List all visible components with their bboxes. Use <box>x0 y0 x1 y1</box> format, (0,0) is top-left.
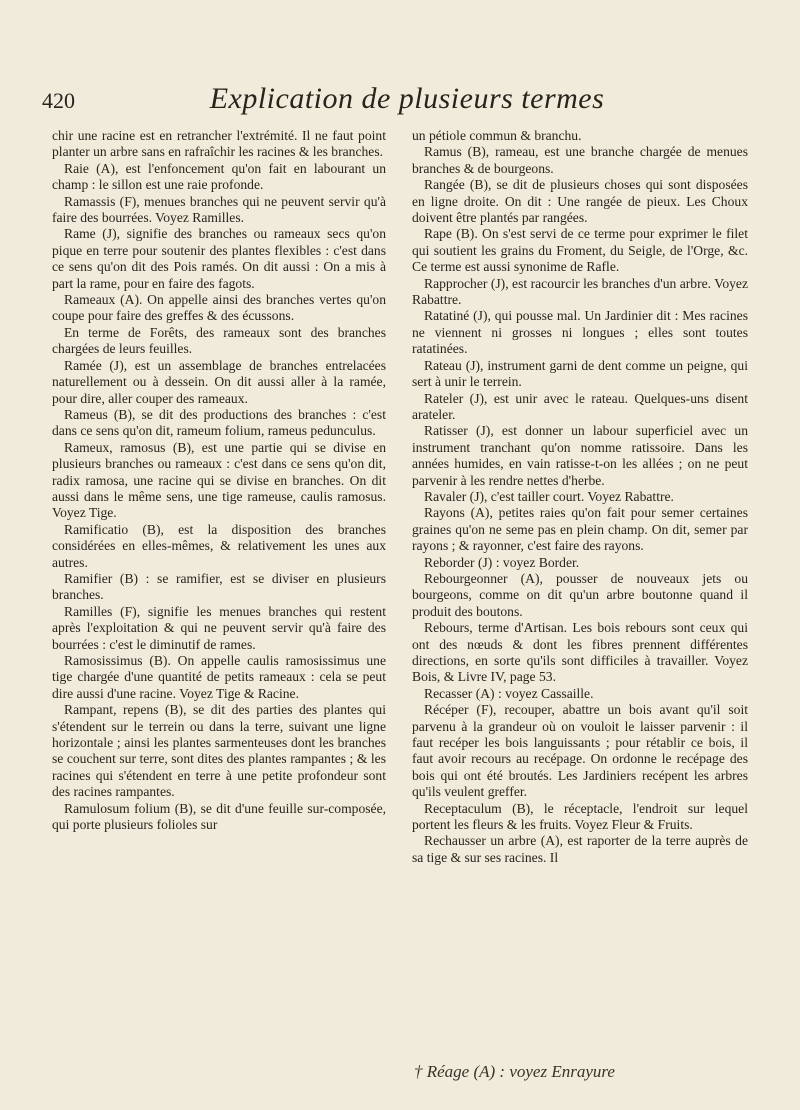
entry-paragraph: Ratatiné (J), qui pousse mal. Un Jardinier dit : Mes racines ne viennent ni grosses ni longues ; elles sont toutes ratatinées. <box>412 308 748 357</box>
entry-paragraph: chir une racine est en retrancher l'extrémité. Il ne faut point planter un arbre sans en rafraîchir les racines & les branches. <box>52 128 386 160</box>
entry-paragraph: Ratisser (J), est donner un labour superficiel avec un instrument tranchant qu'on nomme ratissoire. Dans les années humides, en vain ratisse-t-on les allées ; on ne peut parvenir à les rendre nettes d'herbe. <box>412 423 748 488</box>
entry-paragraph: Rateler (J), est unir avec le rateau. Quelques-uns disent arateler. <box>412 390 748 422</box>
page-header <box>42 82 742 122</box>
entry-paragraph: Rebours, terme d'Artisan. Les bois rebours sont ceux qui ont des nœuds & dont les fibres prennent différentes directions, en sorte qu'ils sont difficiles à travailler. Voyez Bois, & Livre IV, page 53. <box>412 620 748 685</box>
entry-paragraph: Receptaculum (B), le réceptacle, l'endroit sur lequel portent les fleurs & les fruits. Voyez Fleur & Fruits. <box>412 800 748 833</box>
entry-paragraph: Ramus (B), rameau, est une branche chargée de menues branches & de bourgeons. <box>412 144 748 176</box>
left-column <box>52 128 386 978</box>
entry-paragraph: Recasser (A) : voyez Cassaille. <box>424 685 594 701</box>
entry-paragraph: Ramée (J), est un assemblage de branches entrelacées naturellement ou à dessein. On dit aussi aller à la ramée, pour dire, aller couper des rameaux. <box>52 357 386 406</box>
entry-paragraph: Ramassis (F), menues branches qui ne peuvent servir qu'à faire des bourrées. Voyez Ramilles. <box>52 193 386 226</box>
entry-paragraph: Rameaux (A). On appelle ainsi des branches vertes qu'on coupe pour faire des greffes & des écussons. <box>52 292 386 324</box>
entry-paragraph: Ravaler (J), c'est tailler court. Voyez Rabattre. <box>424 488 674 504</box>
entry-paragraph: Rame (J), signifie des branches ou rameaux secs qu'on pique en terre pour soutenir des plantes flexibles : c'est dans ce sens qu'on dit des Pois ramés. On dit aussi : On a mis à part la rame, pour en faire des fagots. <box>52 226 386 291</box>
entry-paragraph: Récéper (F), recouper, abattre un bois avant qu'il soit parvenu à la grandeur où on vouloit le laisser parvenir : il faut recéper les bois languissants ; pour rétablir ce bois, il faut avoir recours au recépage. On ordonne le recépage des bois qui ont été broutés. Les Jardiniers recépent les arbres qu'ils veulent greffer. <box>412 702 748 800</box>
entry-paragraph: Reborder (J) : voyez Border. <box>424 554 580 570</box>
entry-paragraph: un pétiole commun & branchu. <box>412 128 582 143</box>
entry-paragraph: Rampant, repens (B), se dit des parties des plantes qui s'étendent sur le terrein ou dans la terre, suivant une ligne horizontale ; ainsi les plantes sarmenteuses dont les branches se couchent sur terre, sont dites des plantes rampantes ; & les racines qui s'étendent en terre à une petite profondeur sont des racines rampantes. <box>52 702 386 800</box>
entry-paragraph: Rape (B). On s'est servi de ce terme pour exprimer le filet qui soutient les grains du Froment, du Seigle, de l'Orge, &c. Ce terme est aussi synonime de Rafle. <box>412 226 748 275</box>
entry-paragraph: Rechausser un arbre (A), est raporter de la terre auprès de sa tige & sur ses racines. Il <box>412 833 748 865</box>
entry-paragraph: Rebourgeonner (A), pousser de nouveaux jets ou bourgeons, comme on dit qu'un arbre boutonne quand il produit des boutons. <box>412 570 748 619</box>
entry-paragraph: Rangée (B), se dit de plusieurs choses qui sont disposées en ligne droite. On dit : Une rangée de pieux. Les Choux doivent être plantés par rangées. <box>412 177 748 226</box>
entry-paragraph: En terme de Forêts, des rameaux sont des branches chargées de leurs feuilles. <box>52 324 386 357</box>
running-title: Explication de plusieurs termes <box>209 82 605 115</box>
entry-paragraph: Rapprocher (J), est racourcir les branches d'un arbre. Voyez Rabattre. <box>412 275 748 308</box>
entry-paragraph: Rameus (B), se dit des productions des branches : c'est dans ce sens qu'on dit, rameum folium, rameus pedunculus. <box>52 406 386 439</box>
entry-paragraph: Ramosissimus (B). On appelle caulis ramosissimus une tige chargée d'une quantité de petits rameaux : cela se peut dire aussi d'une racine. Voyez Tige & Racine. <box>52 653 386 701</box>
entry-paragraph: Ramilles (F), signifie les menues branches qui restent après l'exploitation & qui ne peuvent servir qu'à faire des bourrées : c'est le diminutif de rames. <box>52 603 386 652</box>
entry-paragraph: Rayons (A), petites raies qu'on fait pour semer certaines graines qu'on ne seme pas en plein champ. On dit, semer par rayons ; & rayonner, c'est faire des rayons. <box>412 505 748 554</box>
handwritten-note: † Réage (A) : voyez Enrayure <box>414 1062 615 1081</box>
right-column <box>412 128 748 978</box>
entry-paragraph: Raie (A), est l'enfoncement qu'on fait en labourant un champ : le sillon est une raie profonde. <box>52 160 386 193</box>
entry-paragraph: Ramulosum folium (B), se dit d'une feuille sur-composée, qui porte plusieurs folioles sur <box>52 800 386 833</box>
entry-paragraph: Rameux, ramosus (B), est une partie qui se divise en plusieurs branches ou rameaux : c'est dans ce sens qu'on dit, radix ramosa, une racine qui se divise en branches. On dit aussi dans le même sens, une tige rameuse, caulis ramosus. Voyez Tige. <box>52 439 386 521</box>
entry-paragraph: Ramificatio (B), est la disposition des branches considérées en elles-mêmes, & relativement les unes aux autres. <box>52 521 386 570</box>
page-number: 420 <box>42 88 75 113</box>
entry-paragraph: Rateau (J), instrument garni de dent comme un peigne, qui sert à unir le terrein. <box>412 357 748 390</box>
entry-paragraph: Ramifier (B) : se ramifier, est se diviser en plusieurs branches. <box>52 570 386 603</box>
